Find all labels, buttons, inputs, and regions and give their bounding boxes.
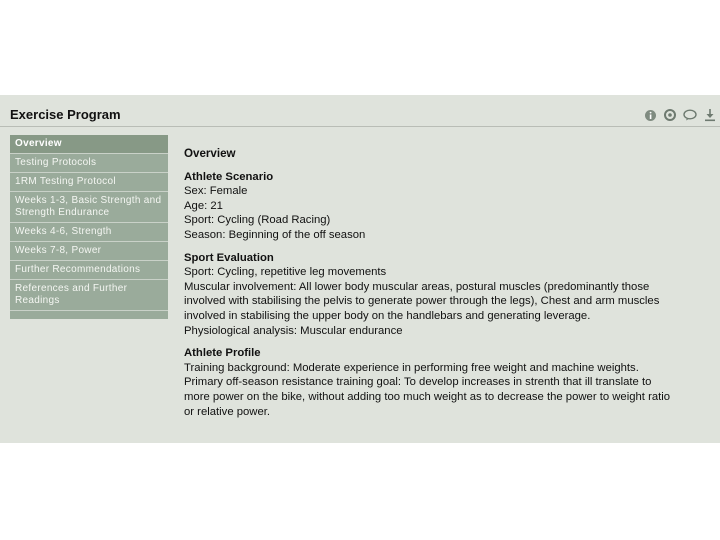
download-icon[interactable] — [702, 107, 718, 123]
comment-icon[interactable] — [682, 107, 698, 123]
nav-item-testing-protocols[interactable]: Testing Protocols — [10, 154, 168, 173]
scenario-line: Sport: Cycling (Road Racing) — [184, 214, 331, 227]
section-heading: Sport Evaluation — [184, 251, 274, 264]
sidebar-nav — [10, 135, 168, 319]
main-content — [184, 147, 704, 427]
evaluation-line: involved in stabilising the upper body on the handlebars and generating leverage. — [184, 309, 591, 322]
scenario-line: Season: Beginning of the off season — [184, 228, 366, 241]
profile-line: or relative power. — [184, 405, 271, 418]
evaluation-line: Physiological analysis: Muscular endurance — [184, 324, 403, 337]
nav-item-overview[interactable]: Overview — [10, 135, 168, 154]
content-heading: Overview — [184, 147, 236, 160]
profile-line: Primary off-season resistance training goal: To develop increases in strenth that ill translate to — [184, 376, 652, 389]
evaluation-line: Muscular involvement: All lower body muscular areas, postural muscles (predominantly those — [184, 280, 650, 293]
evaluation-line: involved with stabilising the pelvis to generate power through the legs), Chest and arm muscles — [184, 295, 660, 308]
toolbar — [642, 107, 718, 123]
header-divider — [0, 126, 720, 127]
scenario-line: Sex: Female — [184, 185, 248, 198]
nav-item-weeks-1-3[interactable]: Weeks 1-3, Basic Strength and Strength Endurance — [10, 192, 168, 223]
scenario-line: Age: 21 — [184, 199, 223, 212]
nav-spacer — [10, 311, 168, 319]
nav-item-1rm-testing-protocol[interactable]: 1RM Testing Protocol — [10, 173, 168, 192]
section-heading: Athlete Profile — [184, 347, 261, 360]
profile-line: Training background: Moderate experience in performing free weight and machine weights. — [184, 361, 639, 374]
athlete-profile-section — [184, 346, 704, 419]
page-title: Exercise Program — [10, 107, 121, 122]
settings-icon[interactable] — [662, 107, 678, 123]
profile-line: more power on the bike, without adding too much weight as to decrease the power to weight ratio — [184, 390, 671, 403]
nav-item-weeks-4-6[interactable]: Weeks 4-6, Strength — [10, 223, 168, 242]
nav-item-further-recommendations[interactable]: Further Recommendations — [10, 261, 168, 280]
info-icon[interactable] — [642, 107, 658, 123]
sport-evaluation-section — [184, 251, 704, 339]
nav-item-weeks-7-8[interactable]: Weeks 7-8, Power — [10, 242, 168, 261]
section-heading: Athlete Scenario — [184, 170, 274, 183]
nav-item-references[interactable]: References and Further Readings — [10, 280, 168, 311]
evaluation-line: Sport: Cycling, repetitive leg movements — [184, 266, 387, 279]
exercise-program-panel — [0, 95, 720, 443]
athlete-scenario-section — [184, 170, 704, 243]
